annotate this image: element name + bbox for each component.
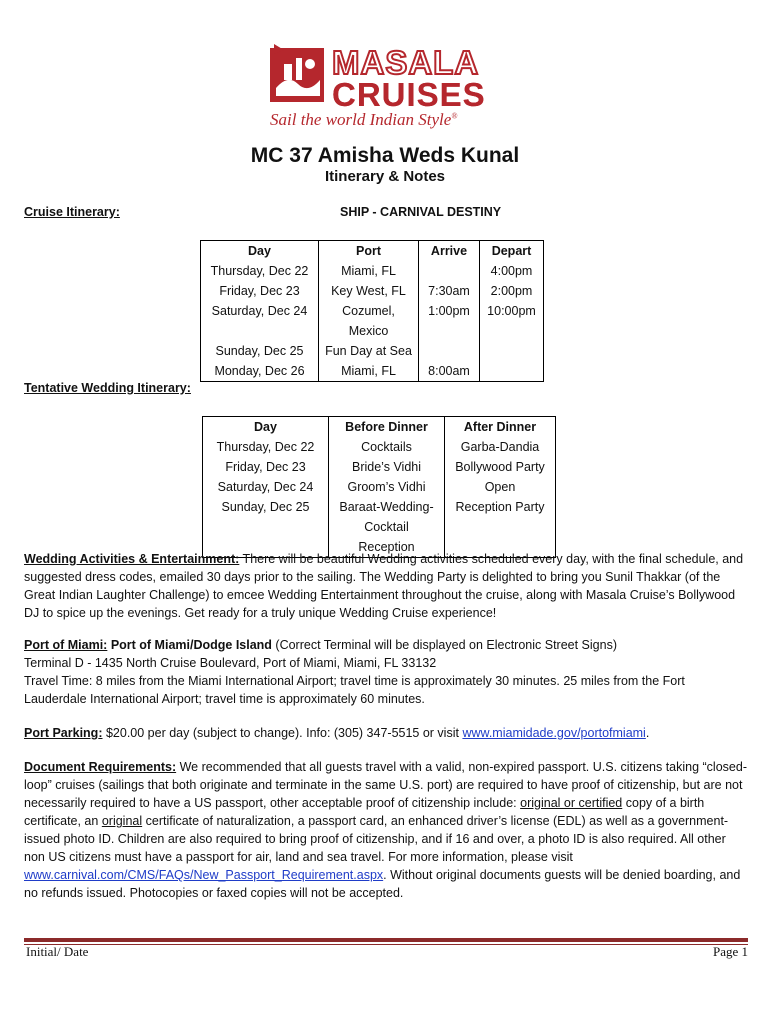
table-cell: Open: [445, 477, 556, 497]
port-label: Port of Miami:: [24, 638, 108, 652]
table-cell: Sunday, Dec 25: [203, 497, 329, 517]
table-header-row: [201, 241, 544, 262]
logo-tagline: Sail the world Indian Style®: [270, 110, 458, 129]
table-row: [203, 457, 556, 477]
table-row: [203, 477, 556, 497]
masala-cruises-logo: [268, 44, 500, 136]
table-cell: Saturday, Dec 24: [203, 477, 329, 497]
wedding-itinerary-table: [202, 416, 556, 558]
table-cell: 2:00pm: [480, 281, 544, 301]
table-header: Day: [201, 241, 319, 262]
port-name: Port of Miami/Dodge Island: [107, 638, 272, 652]
table-cell: Friday, Dec 23: [201, 281, 319, 301]
table-cell: Garba-Dandia: [445, 437, 556, 457]
carnival-passport-link[interactable]: www.carnival.com/CMS/FAQs/New_Passport_Requirement.aspx: [24, 868, 384, 882]
table-header: Day: [203, 417, 329, 438]
table-row: [203, 437, 556, 457]
ship-name: SHIP - CARNIVAL DESTINY: [340, 205, 502, 219]
table-row: [201, 341, 544, 361]
table-cell: 10:00pm: [480, 301, 544, 341]
port-parking-paragraph: [24, 724, 748, 742]
ship-logo-icon: [268, 44, 326, 106]
table-cell: Key West, FL: [319, 281, 419, 301]
table-cell: [419, 341, 480, 361]
logo-line2: CRUISES: [332, 76, 486, 113]
table-row: [201, 361, 544, 382]
footer-divider: [24, 938, 748, 942]
table-header: After Dinner: [445, 417, 556, 438]
table-header-row: [203, 417, 556, 438]
table-cell: Monday, Dec 26: [201, 361, 319, 382]
table-cell: Thursday, Dec 22: [203, 437, 329, 457]
table-row: [203, 497, 556, 517]
port-note: (Correct Terminal will be displayed on Electronic Street Signs): [271, 638, 617, 652]
table-cell: Baraat-Wedding-: [329, 497, 445, 517]
parking-label: Port Parking: [24, 726, 99, 740]
table-cell: Thursday, Dec 22: [201, 261, 319, 281]
documents-text: We recommended that all guests travel with a valid, non-expired passport. U.S. citizens taking “closed-loop” cruises (sailings that both originate and terminate in the same U.S. port) are required to have proof of citizenship, but are not necessarily required to have a US passport, other acceptable proof of citizenship include:: [24, 760, 747, 810]
logo-line1: MASALA: [332, 44, 480, 81]
table-cell: Saturday, Dec 24: [201, 301, 319, 341]
table-cell: 4:00pm: [480, 261, 544, 281]
table-cell: [480, 341, 544, 361]
port-address: Terminal D - 1435 North Cruise Boulevard, Port of Miami, Miami, FL 33132: [24, 656, 437, 670]
table-row: [201, 281, 544, 301]
wedding-activities-paragraph: [24, 550, 748, 622]
table-cell: Bollywood Party: [445, 457, 556, 477]
cruise-itinerary-table: [200, 240, 544, 382]
port-of-miami-paragraph: [24, 636, 748, 708]
table-cell: Cocktail Reception: [329, 517, 445, 558]
table-cell: Fun Day at Sea: [319, 341, 419, 361]
table-cell: [480, 361, 544, 382]
page-title: MC 37 Amisha Weds Kunal: [250, 144, 520, 167]
parking-colon: :: [98, 726, 103, 740]
footer-page-number: Page 1: [712, 944, 748, 959]
parking-text: $20.00 per day (subject to change). Info: (305) 347-5515 or visit: [102, 726, 463, 740]
documents-label: Document Requirements:: [24, 760, 177, 774]
table-cell: Friday, Dec 23: [203, 457, 329, 477]
table-cell: Groom’s Vidhi: [329, 477, 445, 497]
table-header: Arrive: [419, 241, 480, 262]
table-header: Port: [319, 241, 419, 262]
page-subtitle: Itinerary & Notes: [324, 168, 446, 185]
port-travel-time: Travel Time: 8 miles from the Miami International Airport; travel time is approximately 30 minutes. 25 miles from the Fort Lauderdale International Airport; travel time is approximately 60 minutes.: [24, 674, 685, 706]
table-cell: Miami, FL: [319, 261, 419, 281]
wedding-itinerary-label: Tentative Wedding Itinerary:: [24, 381, 191, 395]
documents-text: copy of a birth certificate, an: [24, 796, 705, 828]
documents-text: . Without original documents guests will be denied boarding, and no refunds issued. Photocopies or faxed copies will not be accepted.: [24, 868, 741, 900]
table-header: Before Dinner: [329, 417, 445, 438]
parking-end: .: [645, 726, 650, 740]
footer-initial-date: Initial/ Date: [26, 944, 89, 959]
table-cell: Sunday, Dec 25: [201, 341, 319, 361]
table-cell: 1:00pm: [419, 301, 480, 341]
document-requirements-paragraph: [24, 758, 748, 902]
activities-label: Wedding Activities & Entertainment:: [24, 552, 240, 566]
activities-text: There will be beautiful Wedding activities scheduled every day, with the final schedule, and suggested dress codes, emailed 30 days prior to the sailing. The Wedding Party is delighted to bring you Sunil Thakkar (of the Great Indian Laughter Challenge) to emcee Wedding Entertainment throughout the cruise, along with Masala Cruise’s Bollywood DJ to spice up the evenings. Get ready for a truly unique Wedding Cruise experience!: [24, 552, 744, 620]
table-cell: 8:00am: [419, 361, 480, 382]
table-cell: Bride’s Vidhi: [329, 457, 445, 477]
table-row: [201, 261, 544, 281]
cruise-itinerary-label: Cruise Itinerary:: [24, 205, 120, 219]
table-header: Depart: [480, 241, 544, 262]
miamidade-link[interactable]: www.miamidade.gov/portofmiami: [462, 726, 646, 740]
table-cell: Cozumel, Mexico: [319, 301, 419, 341]
documents-underlined: original or certified: [520, 796, 623, 810]
documents-text: certificate of naturalization, a passport card, an enhanced driver’s license (EDL) as well as a government-issued photo ID. Children are also required to bring proof of citizenship, and if 16 and over, a photo ID is also required. All other non US citizens must have a passport for air, land and sea travel. For more information, please visit: [24, 814, 729, 864]
table-cell: Miami, FL: [319, 361, 419, 382]
footer-divider-thin: [24, 944, 748, 945]
documents-underlined: original: [101, 814, 143, 828]
table-cell: [419, 261, 480, 281]
table-cell: Cocktails: [329, 437, 445, 457]
table-cell: 7:30am: [419, 281, 480, 301]
table-row: [201, 301, 544, 341]
table-cell: Reception Party: [445, 497, 556, 517]
